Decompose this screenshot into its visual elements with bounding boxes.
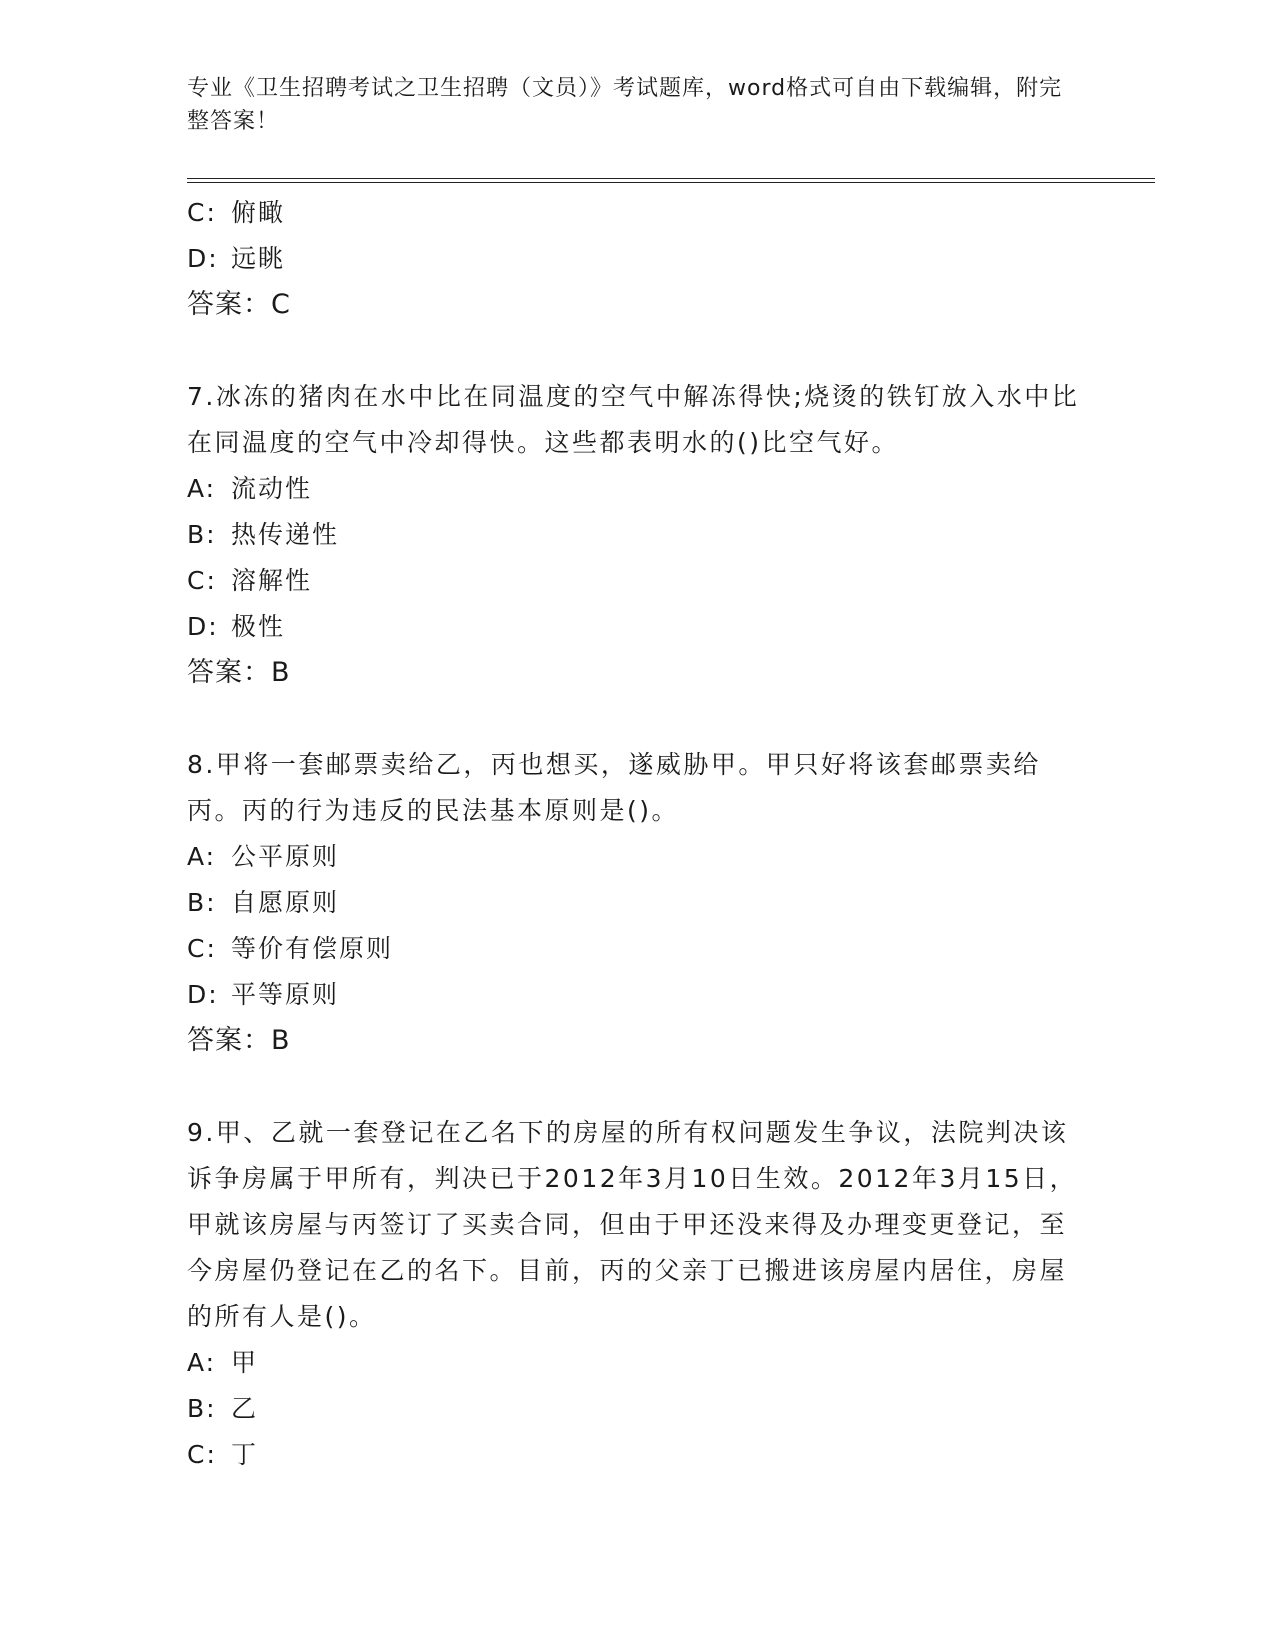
option-letter: C: (187, 566, 217, 595)
option-d (187, 236, 1087, 282)
question-8 (187, 742, 1087, 1064)
option-a (187, 834, 1087, 880)
option-letter: C: (187, 1440, 217, 1469)
option-d (187, 604, 1087, 650)
option-letter: A: (187, 1348, 217, 1377)
question-7 (187, 374, 1087, 696)
answer-line: 答案：C (187, 289, 291, 320)
option-text: 平等原则 (231, 980, 340, 1009)
question-6-tail (187, 190, 1087, 328)
answer-line: 答案：B (187, 1025, 291, 1056)
option-text: 自愿原则 (231, 888, 340, 917)
option-text: 等价有偿原则 (231, 934, 394, 963)
header-text: 专业《卫生招聘考试之卫生招聘（文员）》考试题库，word格式可自由下载编辑，附完整答案！ (187, 76, 1063, 134)
option-c (187, 558, 1087, 604)
option-letter: A: (187, 842, 217, 871)
option-letter: B: (187, 888, 217, 917)
option-text: 俯瞰 (231, 198, 286, 227)
option-text: 公平原则 (231, 842, 340, 871)
option-text: 流动性 (231, 474, 313, 503)
option-letter: D: (187, 612, 219, 641)
option-letter: D: (187, 980, 219, 1009)
option-letter: C: (187, 934, 217, 963)
question-stem: 7.冰冻的猪肉在水中比在同温度的空气中解冻得快;烧烫的铁钉放入水中比在同温度的空气中冷却得快。这些都表明水的()比空气好。 (187, 382, 1080, 457)
option-d (187, 972, 1087, 1018)
option-text: 热传递性 (231, 520, 340, 549)
header-divider (187, 178, 1155, 183)
option-letter: D: (187, 244, 219, 273)
option-c (187, 190, 1087, 236)
option-text: 乙 (231, 1394, 259, 1423)
option-letter: C: (187, 198, 217, 227)
option-b (187, 512, 1087, 558)
option-b (187, 880, 1087, 926)
option-c (187, 1432, 1087, 1478)
option-text: 远眺 (231, 244, 286, 273)
option-text: 甲 (231, 1348, 259, 1377)
option-b (187, 1386, 1087, 1432)
option-text: 丁 (231, 1440, 259, 1469)
question-stem: 9.甲、乙就一套登记在乙名下的房屋的所有权问题发生争议，法院判决该诉争房属于甲所有，判决已于2012年3月10日生效。2012年3月15日，甲就该房屋与丙签订了买卖合同，但由于甲还没来得及办理变更登记，至今房屋仍登记在乙的名下。目前，丙的父亲丁已搬进该房屋内居住，房屋的所有人是()。 (187, 1118, 1078, 1331)
option-c (187, 926, 1087, 972)
option-text: 溶解性 (231, 566, 313, 595)
question-list (187, 190, 1087, 1478)
option-a (187, 466, 1087, 512)
question-9 (187, 1110, 1087, 1478)
option-letter: A: (187, 474, 217, 503)
option-a (187, 1340, 1087, 1386)
option-text: 极性 (231, 612, 286, 641)
answer-line: 答案：B (187, 657, 291, 688)
option-letter: B: (187, 520, 217, 549)
option-letter: B: (187, 1394, 217, 1423)
document-header (187, 72, 1067, 138)
question-stem: 8.甲将一套邮票卖给乙，丙也想买，遂威胁甲。甲只好将该套邮票卖给丙。丙的行为违反的民法基本原则是()。 (187, 750, 1041, 825)
